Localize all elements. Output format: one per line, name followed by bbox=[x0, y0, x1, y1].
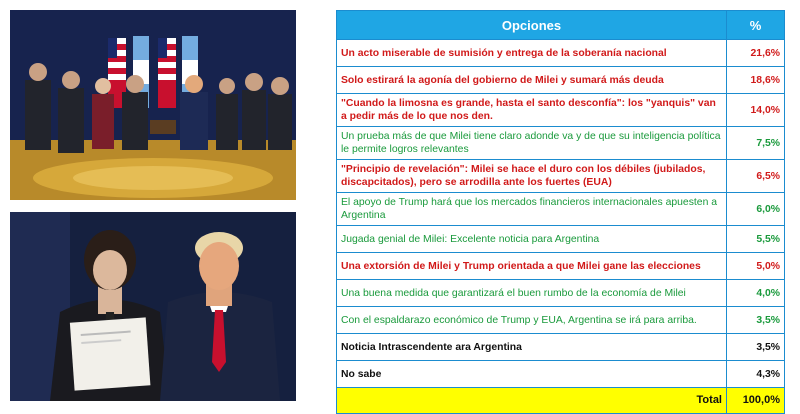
handshake-photo bbox=[10, 212, 296, 401]
option-text: No sabe bbox=[337, 361, 727, 388]
option-text: Jugada genial de Milei: Excelente noticia para Argentina bbox=[337, 226, 727, 253]
option-percent: 5,0% bbox=[727, 253, 785, 280]
option-text: Una extorsión de Milei y Trump orientada a que Milei gane las elecciones bbox=[337, 253, 727, 280]
option-text: Noticia Intrascendente ara Argentina bbox=[337, 334, 727, 361]
document bbox=[70, 317, 151, 390]
table-row bbox=[337, 67, 785, 94]
option-percent: 6,5% bbox=[727, 160, 785, 193]
table-row bbox=[337, 280, 785, 307]
option-text: Una buena medida que garantizará el buen rumbo de la economía de Milei bbox=[337, 280, 727, 307]
option-text: Con el espaldarazo económico de Trump y EUA, Argentina se irá para arriba. bbox=[337, 307, 727, 334]
option-percent: 21,6% bbox=[727, 40, 785, 67]
total-row bbox=[337, 388, 785, 414]
meeting-photo bbox=[10, 10, 296, 200]
option-percent: 4,3% bbox=[727, 361, 785, 388]
option-percent: 7,5% bbox=[727, 127, 785, 160]
option-text: Un acto miserable de sumisión y entrega de la soberanía nacional bbox=[337, 40, 727, 67]
survey-table bbox=[336, 10, 785, 414]
table-row bbox=[337, 94, 785, 127]
option-text: "Cuando la limosna es grande, hasta el santo desconfía": los "yanquis" van a pedir más de lo que nos den. bbox=[337, 94, 727, 127]
option-text: El apoyo de Trump hará que los mercados financieros internacionales apuesten a Argentina bbox=[337, 193, 727, 226]
table-row bbox=[337, 307, 785, 334]
header-percent: % bbox=[727, 11, 785, 40]
table-header bbox=[337, 11, 785, 40]
option-text: Un prueba más de que Milei tiene claro adonde va y de que su inteligencia política le permite logros relevantes bbox=[337, 127, 727, 160]
header-options: Opciones bbox=[337, 11, 727, 40]
option-percent: 14,0% bbox=[727, 94, 785, 127]
option-text: "Principio de revelación": Milei se hace el duro con los débiles (jubilados, discapcitados), pero se arrodilla ante los fuertes (EUA) bbox=[337, 160, 727, 193]
table-row bbox=[337, 253, 785, 280]
table-row bbox=[337, 226, 785, 253]
table-row bbox=[337, 40, 785, 67]
option-percent: 3,5% bbox=[727, 334, 785, 361]
option-text: Solo estirará la agonía del gobierno de Milei y sumará más deuda bbox=[337, 67, 727, 94]
option-percent: 3,5% bbox=[727, 307, 785, 334]
option-percent: 4,0% bbox=[727, 280, 785, 307]
table-row bbox=[337, 361, 785, 388]
table-row bbox=[337, 334, 785, 361]
option-percent: 18,6% bbox=[727, 67, 785, 94]
option-percent: 6,0% bbox=[727, 193, 785, 226]
table-row bbox=[337, 127, 785, 160]
table-row bbox=[337, 193, 785, 226]
total-label: Total bbox=[337, 388, 727, 414]
table-row bbox=[337, 160, 785, 193]
total-percent: 100,0% bbox=[727, 388, 785, 414]
option-percent: 5,5% bbox=[727, 226, 785, 253]
